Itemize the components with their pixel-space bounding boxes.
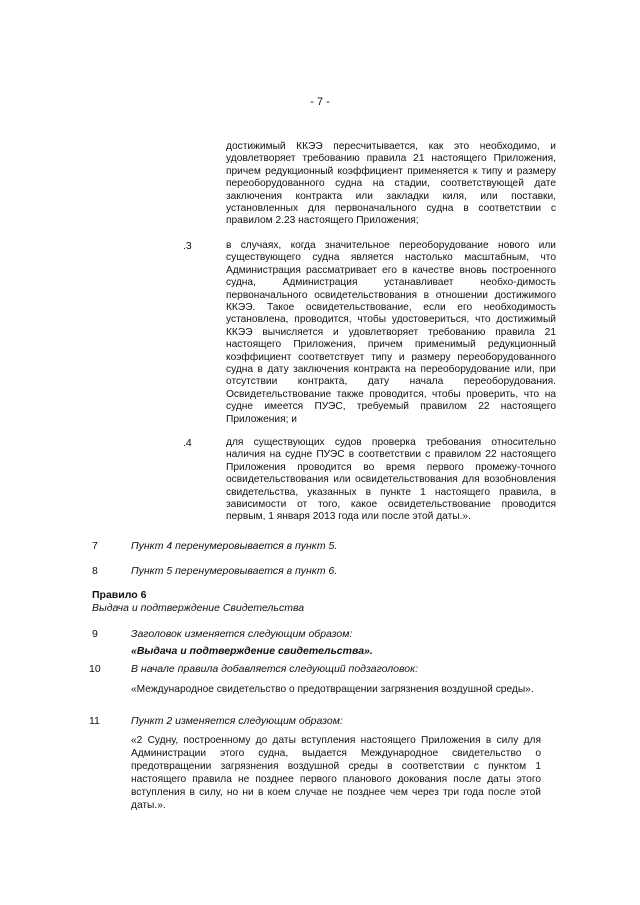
section-number-10: 10 (89, 663, 101, 675)
section-number-8: 8 (92, 565, 98, 577)
section-9-text: Заголовок изменяется следующим образом: (131, 628, 353, 640)
section-11-text: Пункт 2 изменяется следующим образом: (131, 715, 343, 727)
item-4-text: для существующих судов проверка требования относительно наличия на судне ПУЭС в соответствии с правилом 22 настоящего Приложения проводится во время первого промежу-точного освидетельствования или освидетельствования для возобновления свидетельства, указанных в пункте 1 настоящего правила, в зависимости от того, какое освидетельствование проводится первым, 1 января 2013 года или после этой даты.». (226, 437, 556, 523)
section-8-text: Пункт 5 перенумеровывается в пункт 6. (131, 565, 338, 577)
rule-title: Правило 6 (92, 589, 147, 601)
page-number: - 7 - (310, 96, 330, 108)
rule-subtitle: Выдача и подтверждение Свидетельства (92, 602, 305, 614)
section-9-quote: «Выдача и подтверждение свидетельства». (131, 645, 373, 657)
section-number-7: 7 (92, 540, 98, 552)
section-7-text: Пункт 4 перенумеровывается в пункт 5. (131, 540, 338, 552)
section-10-quote: «Международное свидетельство о предотвращении загрязнения воздушной среды». (131, 684, 534, 695)
section-10-text: В начале правила добавляется следующий подзаголовок: (131, 663, 418, 675)
section-number-11: 11 (89, 715, 100, 727)
paragraph-continuation: достижимый ККЭЭ пересчитывается, как это необходимо, и удовлетворяет требованию правила 21 настоящего Приложения, причем редукционный коэффициент применяется к типу и размеру переоборудованного судна на стадии, соответствующей дате заключения контракта или закладки киля, или поставки, установленных для первоначального судна в соответствии с правилом 2.23 настоящего Приложения; (226, 141, 556, 227)
section-number-9: 9 (92, 628, 98, 640)
item-3-text: в случаях, когда значительное переоборудование нового или существующего судна является настолько масштабным, что Администрация рассматривает его в качестве вновь построенного судна, Администрация устанавливает необхо-димость первоначального освидетельствования в отношении достижимого ККЭЭ. Такое освидетельствование, если его необходимость установлена, проводится, чтобы удостовериться, что достижимый ККЭЭ вычисляется и удовлетворяет требованию правила 21 настоящего Приложения, причем применимый редукционный коэффициент соответствует типу и размеру переоборудованного судна в дату заключения контракта на переоборудование или, при отсутствии контракта, дату начала переоборудования. Освидетельствование также проводится, чтобы проверить, что на судне имеется ПУЭС, требуемый правилом 22 настоящего Приложения; и (226, 240, 556, 425)
item-number-4: .4 (183, 437, 192, 449)
section-11-quote: «2 Судну, построенному до даты вступления настоящего Приложения в силу для Администрации этого судна, выдается Международное свидетельство о предотвращении загрязнения воздушной среды в соответствии с пунктом 1 настоящего правила не позднее первого планового докования после даты этого вступления в силу, но ни в коем случае не позднее чем через три года после этой даты.». (131, 735, 541, 811)
item-number-3: .3 (183, 240, 192, 252)
